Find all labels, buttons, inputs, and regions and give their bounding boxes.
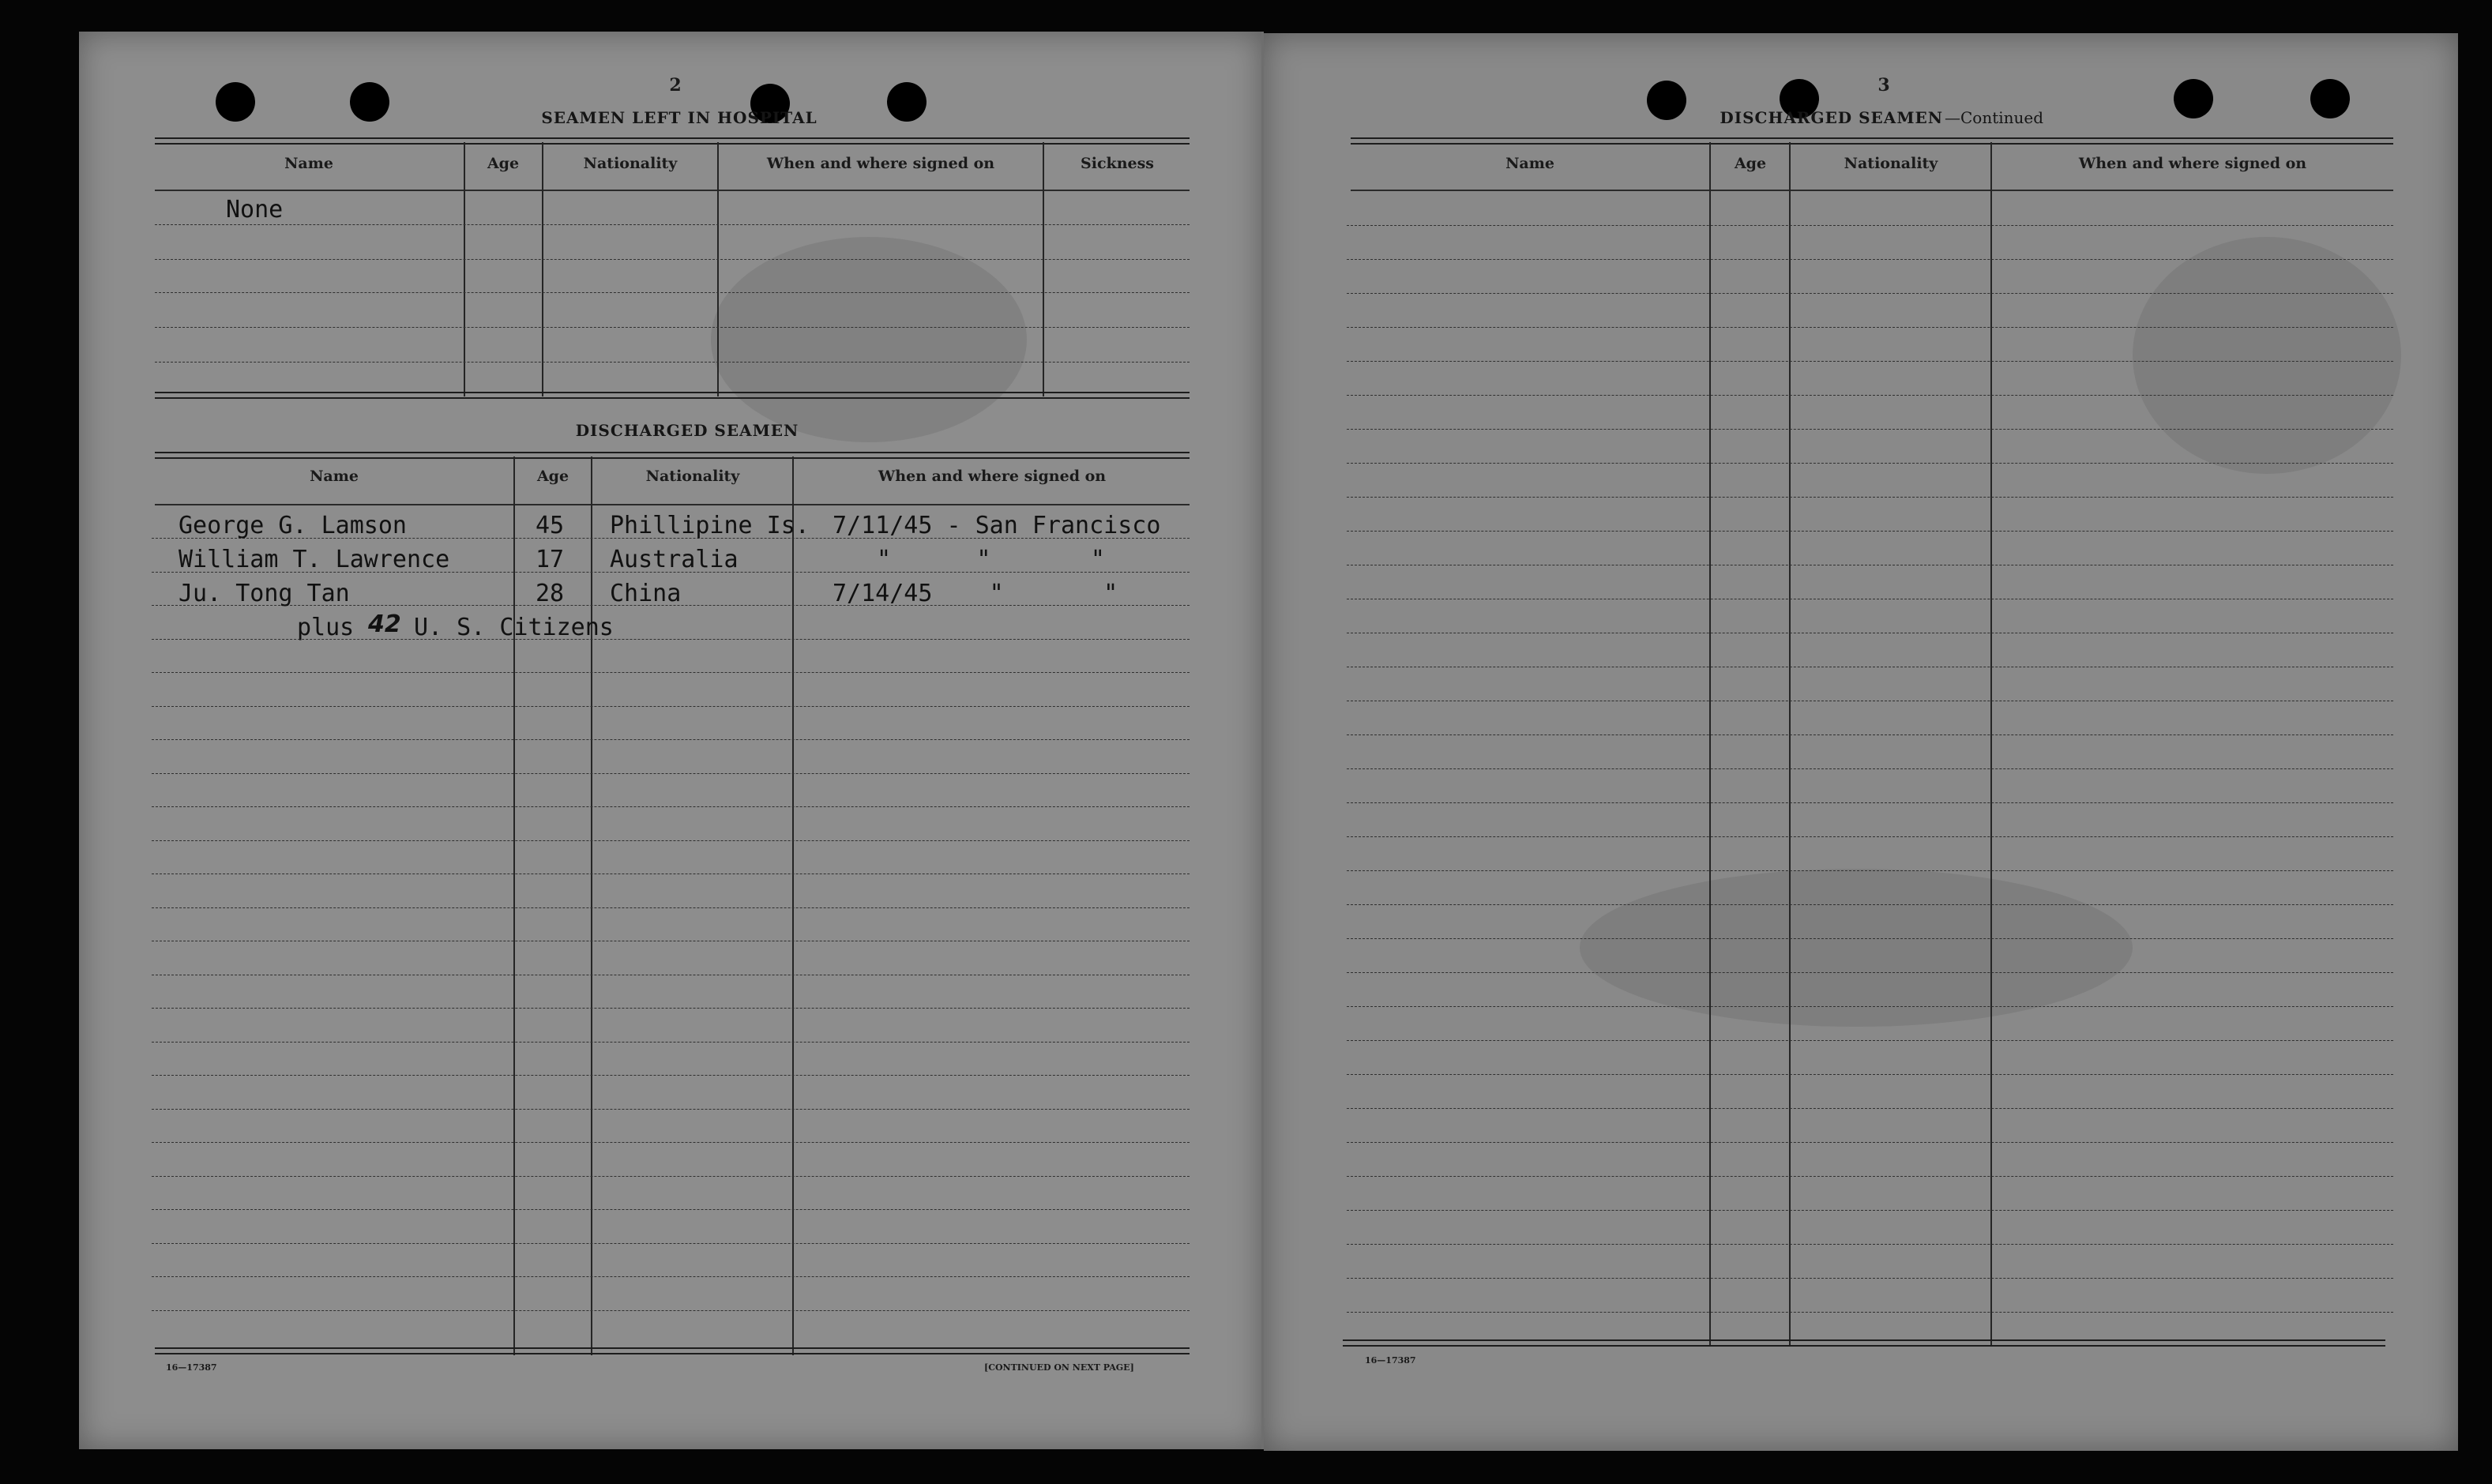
table-top-rule: [155, 137, 1190, 145]
form-number: 16—17387: [166, 1362, 217, 1373]
column-divider: [1709, 142, 1711, 1347]
column-divider: [1990, 142, 1992, 1347]
table-top-rule: [1351, 137, 2393, 145]
column-divider: [792, 456, 794, 1355]
punch-hole: [1647, 81, 1686, 120]
seaman-name: William T. Lawrence: [179, 546, 450, 573]
seaman-nationality: Phillipine Is.: [610, 512, 810, 539]
seaman-nationality: Australia: [610, 546, 739, 573]
col-header-nationality: Nationality: [645, 468, 740, 485]
paper-stain: [711, 237, 1027, 442]
row-line: [152, 1142, 1190, 1143]
column-divider: [1043, 142, 1044, 396]
col-header-signed-on: When and where signed on: [878, 468, 1107, 485]
row-line: [155, 224, 1190, 225]
punch-hole: [350, 82, 389, 122]
row-line: [152, 672, 1190, 673]
left-page: [79, 32, 1262, 1449]
row-line: [1347, 327, 2393, 328]
row-line: [152, 1075, 1190, 1076]
row-line: [155, 362, 1190, 363]
col-header-signed-on: When and where signed on: [2078, 155, 2307, 172]
paper-stain: [2133, 237, 2401, 474]
note-suffix: U. S. Citizens: [414, 614, 614, 641]
row-line: [1347, 1074, 2393, 1075]
paper-stain: [1580, 869, 2133, 1027]
column-divider: [717, 142, 719, 396]
row-line: [1347, 1006, 2393, 1007]
row-line: [1347, 870, 2393, 871]
seaman-signed-on: " " ": [877, 546, 1105, 573]
row-line: [1347, 972, 2393, 973]
row-line: [155, 292, 1190, 293]
note-prefix: plus: [297, 614, 355, 641]
row-line: [1347, 1040, 2393, 1041]
punch-hole: [216, 82, 255, 122]
column-divider: [513, 456, 515, 1355]
seaman-age: 45: [536, 512, 565, 539]
row-line: [155, 259, 1190, 260]
continued-note: [CONTINUED ON NEXT PAGE]: [984, 1362, 1134, 1373]
row-line: [152, 739, 1190, 740]
col-header-name: Name: [310, 468, 359, 485]
seaman-name: Ju. Tong Tan: [179, 580, 350, 607]
col-header-signed-on: When and where signed on: [766, 155, 995, 172]
row-line: [155, 327, 1190, 328]
row-line: [1347, 1278, 2393, 1279]
row-line: [152, 1209, 1190, 1210]
punch-hole: [2310, 79, 2350, 118]
column-divider: [591, 456, 592, 1355]
seaman-nationality: China: [610, 580, 682, 607]
row-line: [1347, 429, 2393, 430]
hospital-name-cell: None: [226, 196, 284, 224]
page-number: 3: [1877, 75, 1890, 96]
row-line: [1347, 904, 2393, 905]
punch-hole: [2174, 79, 2213, 118]
row-line: [1347, 1108, 2393, 1109]
form-number: 16—17387: [1365, 1355, 1416, 1366]
col-header-name: Name: [1505, 155, 1554, 172]
column-divider: [1789, 142, 1791, 1347]
row-line: [1347, 293, 2393, 294]
header-rule: [155, 190, 1190, 191]
header-rule: [155, 504, 1190, 505]
row-line: [152, 1042, 1190, 1043]
row-line: [152, 1243, 1190, 1244]
col-header-nationality: Nationality: [583, 155, 678, 172]
seaman-signed-on: 7/14/45 " ": [833, 580, 1118, 607]
row-line: [152, 907, 1190, 908]
seaman-age: 17: [536, 546, 565, 573]
row-line: [152, 806, 1190, 807]
col-header-age: Age: [536, 468, 569, 485]
row-line: [1347, 395, 2393, 396]
row-line: [1347, 734, 2393, 735]
row-line: [1347, 1142, 2393, 1143]
discharged-continued-title: DISCHARGED SEAMEN: [1720, 108, 1943, 127]
continued-suffix: —Continued: [1945, 108, 2044, 127]
page-number: 2: [669, 75, 682, 96]
row-line: [1347, 225, 2393, 226]
handwritten-count: 42: [368, 611, 401, 638]
row-line: [1347, 1244, 2393, 1245]
row-line: [152, 1176, 1190, 1177]
hospital-section-title: SEAMEN LEFT IN HOSPITAL: [541, 108, 818, 127]
row-line: [1347, 938, 2393, 939]
row-line: [1347, 768, 2393, 769]
row-line: [152, 706, 1190, 707]
row-line: [1347, 361, 2393, 362]
table-bottom-rule: [155, 392, 1190, 399]
row-line: [152, 1008, 1190, 1009]
row-line: [152, 1109, 1190, 1110]
row-line: [152, 840, 1190, 841]
col-header-nationality: Nationality: [1844, 155, 1938, 172]
row-line: [152, 873, 1190, 874]
column-divider: [542, 142, 543, 396]
table-bottom-rule: [155, 1347, 1190, 1354]
row-line: [1347, 1312, 2393, 1313]
row-line: [1347, 259, 2393, 260]
row-line: [1347, 802, 2393, 803]
page-fold: [1261, 32, 1264, 1449]
row-line: [152, 1276, 1190, 1277]
col-header-age: Age: [1734, 155, 1767, 172]
table-bottom-rule: [1343, 1339, 2385, 1347]
row-line: [1347, 1176, 2393, 1177]
seaman-age: 28: [536, 580, 565, 607]
row-line: [1347, 1210, 2393, 1211]
seaman-name: George G. Lamson: [179, 512, 407, 539]
discharged-section-title: DISCHARGED SEAMEN: [575, 421, 799, 440]
col-header-age: Age: [487, 155, 520, 172]
table-top-rule: [155, 452, 1190, 459]
col-header-name: Name: [284, 155, 333, 172]
row-line: [1347, 497, 2393, 498]
row-line: [1347, 463, 2393, 464]
row-line: [1347, 531, 2393, 532]
row-line: [152, 773, 1190, 774]
header-rule: [1351, 190, 2393, 191]
seaman-signed-on: 7/11/45 - San Francisco: [833, 512, 1161, 539]
row-line: [152, 1310, 1190, 1311]
col-header-sickness: Sickness: [1081, 155, 1154, 172]
row-line: [1347, 836, 2393, 837]
column-divider: [464, 142, 465, 396]
